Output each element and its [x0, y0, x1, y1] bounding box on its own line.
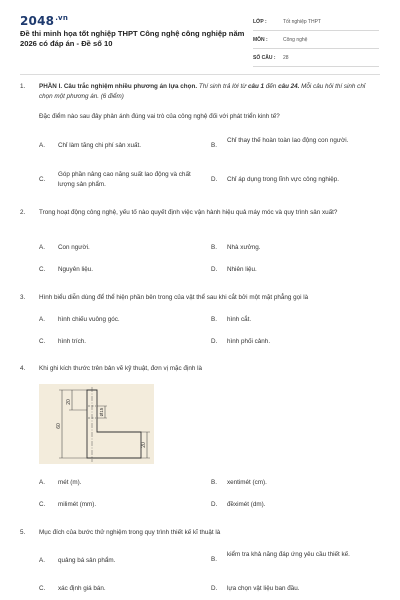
part-instruction: đến — [264, 83, 279, 90]
option-text: đềximét (dm). — [227, 501, 266, 508]
option-label: B. — [211, 244, 217, 251]
option-text: Nhiên liệu. — [227, 266, 257, 273]
document-title: Đề thi minh họa tốt nghiệp THPT Công nghệ công nghiệp năm 2026 có đáp án - Đề số 10 — [20, 29, 245, 48]
option-label: A. — [39, 142, 45, 149]
option-text: Chỉ áp dụng trong lĩnh vực công nghiệp. — [227, 176, 340, 183]
question-text: Hình biểu diễn dùng để thể hiện phần bên trong của vật thể sau khi cắt bởi một mặt phẳng gọi là — [39, 294, 309, 301]
option-text: xác định giá bán. — [58, 585, 106, 592]
meta-table — [253, 13, 379, 67]
option-text: hình cắt. — [227, 316, 252, 323]
part-instruction: Thí sinh trả lời từ — [197, 83, 248, 90]
option-label: C. — [39, 585, 46, 592]
option-text: Nguyên liệu. — [58, 266, 94, 273]
dimension-label: 20 — [141, 442, 147, 448]
logo-suffix: .vn — [55, 14, 69, 22]
option-label: C. — [39, 176, 46, 183]
question-number: 3. — [20, 294, 26, 301]
question-text: Mục đích của bước thử nghiệm trong quy trình thiết kế kĩ thuật là — [39, 529, 221, 536]
option-text: lựa chọn vật liệu ban đầu. — [227, 585, 300, 592]
option-label: D. — [211, 176, 218, 183]
option-label: D. — [211, 266, 218, 273]
part-instruction-bold: câu 1 — [247, 83, 265, 90]
dimension-label: 60 — [56, 423, 62, 429]
option-label: A. — [39, 316, 45, 323]
part-instruction: Mỗi câu hỏi thí sinh chỉ chọn một phương án. (6 điểm) — [39, 83, 366, 100]
meta-key: LỚP : — [253, 18, 267, 25]
technical-drawing-figure — [39, 384, 154, 464]
option-text: xentimét (cm). — [227, 479, 267, 486]
option-text: Chỉ thay thế hoàn toàn lao động con người. — [227, 137, 349, 144]
part-instruction-bold: câu 24. — [278, 83, 300, 90]
part-label: PHẦN I. Câu trắc nghiệm nhiều phương án lựa chọn. — [39, 83, 198, 90]
meta-value: 28 — [283, 54, 289, 61]
meta-value: Tốt nghiệp THPT — [283, 18, 321, 25]
option-label: A. — [39, 244, 45, 251]
option-text: Góp phần nâng cao năng suất lao động và chất lượng sản phẩm. — [58, 171, 191, 188]
option-text: Nhà xưởng. — [227, 244, 261, 251]
document-header — [0, 0, 400, 70]
option-text: hình trích. — [58, 338, 87, 345]
option-label: A. — [39, 557, 45, 564]
option-label: C. — [39, 266, 46, 273]
question-text: Trong hoạt động công nghệ, yếu tố nào quyết định việc vận hành hiệu quả máy móc và quy trình sản xuất? — [39, 209, 338, 216]
question-number: 5. — [20, 529, 26, 536]
option-label: A. — [39, 479, 45, 486]
question-text: Khi ghi kích thước trên bản vẽ kỹ thuật, đơn vị mặc định là — [39, 365, 202, 372]
option-text: Con người. — [58, 244, 90, 251]
option-text: mét (m). — [58, 479, 82, 486]
question-number: 1. — [20, 83, 26, 90]
meta-row-class — [253, 13, 379, 31]
option-label: B. — [211, 556, 217, 563]
meta-key: MÔN : — [253, 36, 268, 43]
logo-text: 2048 — [20, 14, 55, 28]
meta-row-subject — [253, 31, 379, 49]
option-text: quảng bá sản phẩm. — [58, 557, 116, 564]
part-heading — [39, 82, 379, 101]
meta-row-count — [253, 49, 379, 67]
meta-value: Công nghệ — [283, 36, 308, 43]
option-text: hình chiếu vuông góc. — [58, 316, 120, 323]
question-number: 2. — [20, 209, 26, 216]
option-label: D. — [211, 501, 218, 508]
option-label: D. — [211, 585, 218, 592]
option-text: milimét (mm). — [58, 501, 97, 508]
header-divider — [20, 74, 380, 75]
option-text: kiểm tra khả năng đáp ứng yêu cầu thiết kế. — [227, 551, 350, 558]
option-text: hình phối cảnh. — [227, 338, 271, 345]
option-label: B. — [211, 316, 217, 323]
question-number: 4. — [20, 365, 26, 372]
option-label: C. — [39, 501, 46, 508]
option-label: B. — [211, 142, 217, 149]
question-text: Đặc điểm nào sau đây phản ánh đúng vai trò của công nghệ đối với phát triển kinh tế? — [39, 113, 280, 120]
site-logo[interactable] — [20, 14, 68, 28]
dimension-label: Ø15 — [99, 407, 104, 417]
option-label: C. — [39, 338, 46, 345]
option-label: D. — [211, 338, 218, 345]
option-label: B. — [211, 479, 217, 486]
meta-key: SỐ CÂU : — [253, 54, 276, 61]
option-text: Chỉ làm tăng chi phí sản xuất. — [58, 142, 141, 149]
dimension-label: 20 — [66, 399, 72, 405]
